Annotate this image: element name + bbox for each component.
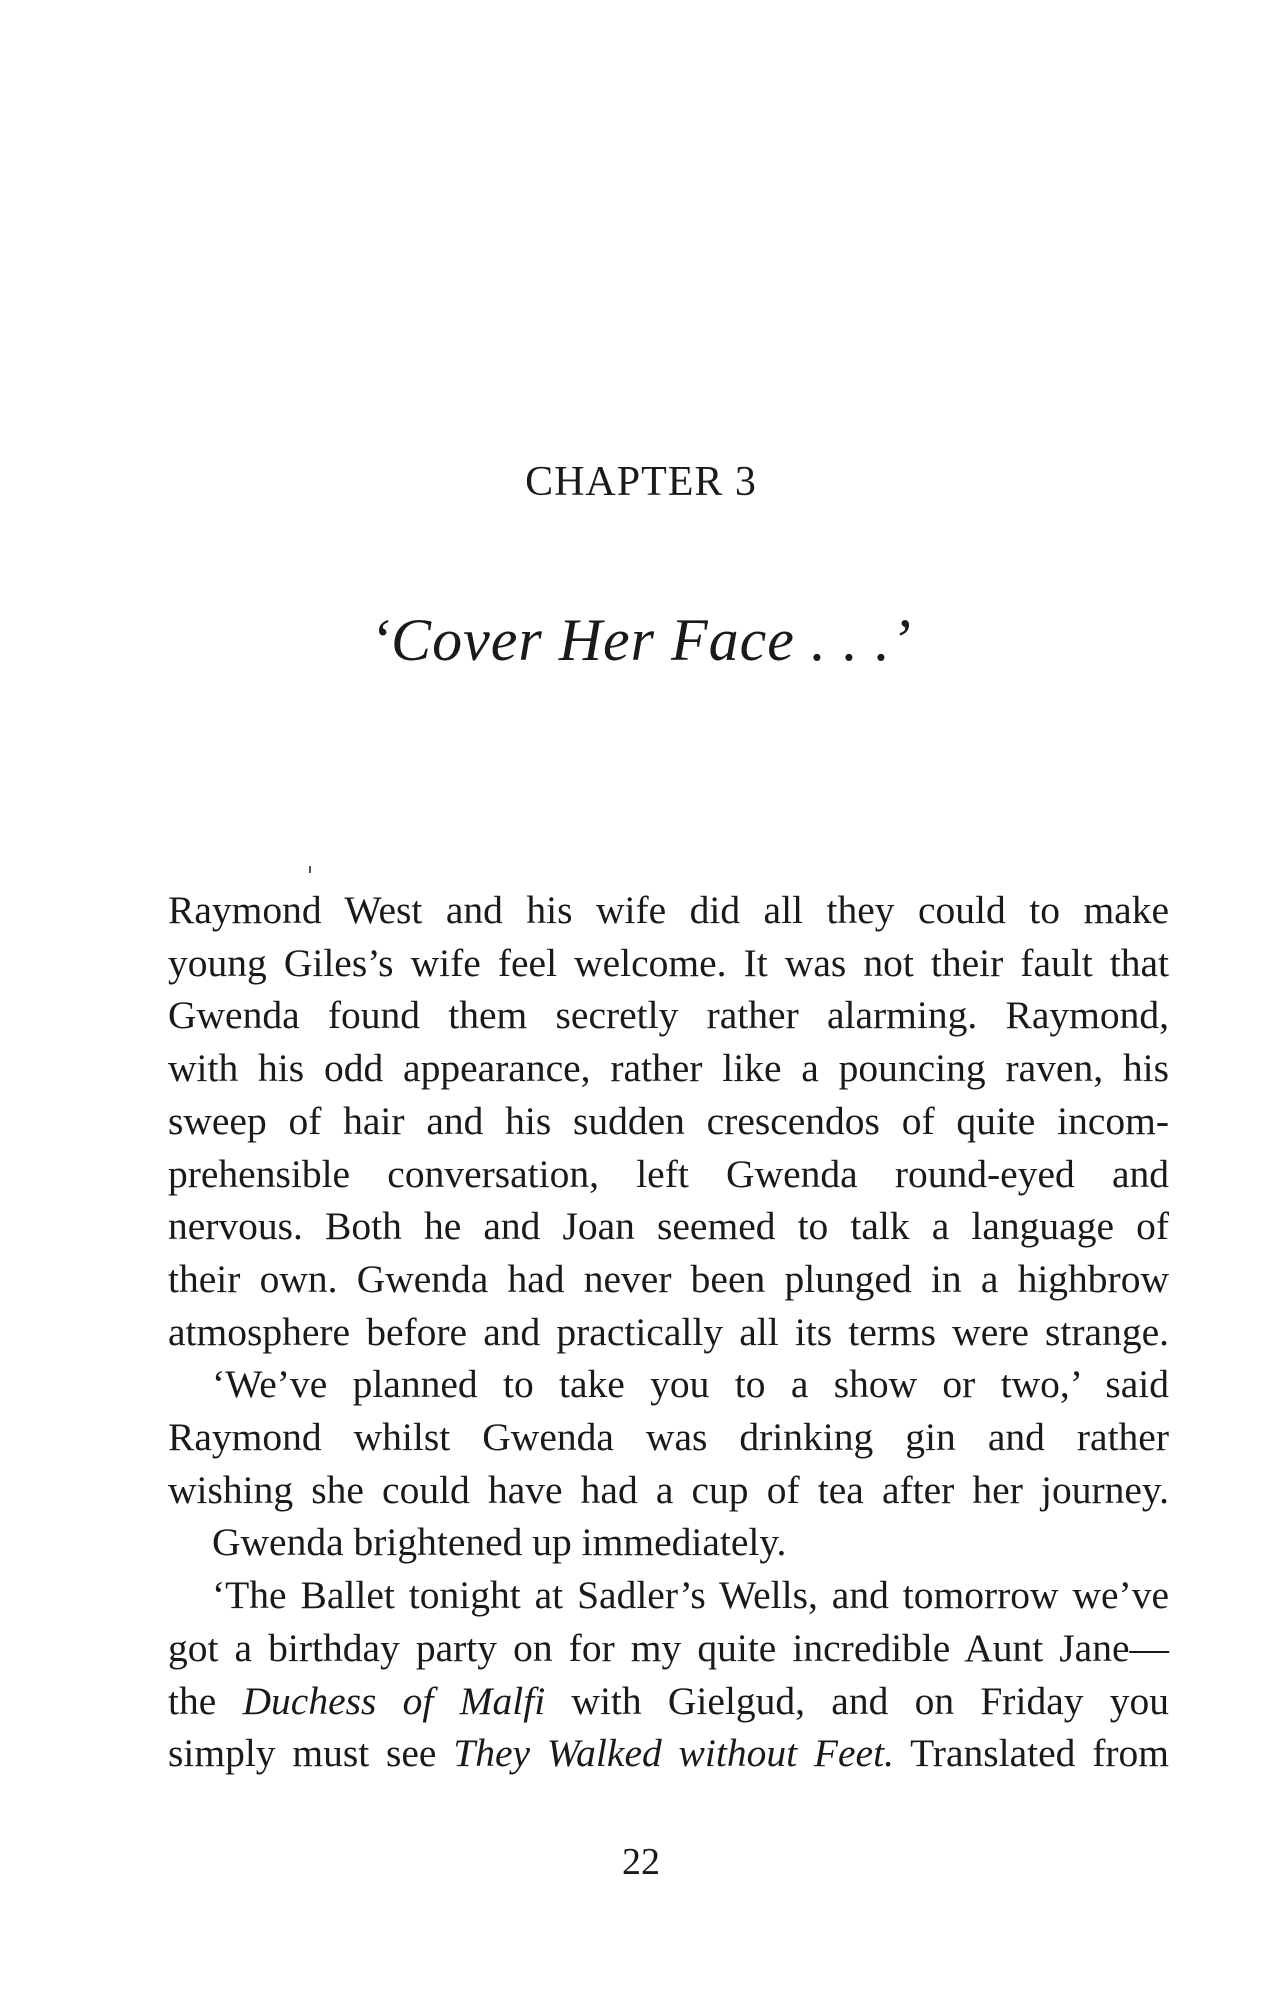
body-text [168, 884, 1169, 1780]
paragraph-4-line-3-pre: the [168, 1678, 243, 1723]
paragraph-2-line-1: ‘We’ve planned to take you to a show or two,’ said [212, 1362, 1169, 1407]
paragraph-4-line-1: ‘The Ballet tonight at Sadler’s Wells, and tomorrow we’ve [212, 1573, 1169, 1618]
print-speck [309, 866, 311, 873]
paragraph-3-line-1: Gwenda brightened up immediately. [212, 1520, 787, 1565]
paragraph-4-line-4-pre: simply must see [168, 1731, 454, 1776]
paragraph-4-line-2: got a birthday party on for my quite incredible Aunt Jane— [168, 1625, 1169, 1670]
paragraph-1-line-7: nervous. Both he and Joan seemed to talk a language of [168, 1204, 1169, 1249]
play-title-duchess-of-malfi: Duchess of Malfi [242, 1678, 546, 1723]
paragraph-1-line-9: atmosphere before and practically all its terms were strange. [168, 1309, 1169, 1354]
paragraph-4-line-3-post: with Gielgud, and on Friday you [545, 1678, 1169, 1723]
chapter-label: CHAPTER 3 [525, 459, 757, 505]
paragraph-2-line-3: wishing she could have had a cup of tea after her journey. [168, 1467, 1169, 1512]
play-title-they-walked-without-feet: They Walked without Feet. [453, 1731, 894, 1776]
paragraph-1-line-4: with his odd appearance, rather like a pouncing raven, his [168, 1046, 1169, 1091]
paragraph-2-line-2: Raymond whilst Gwenda was drinking gin and rather [168, 1415, 1169, 1460]
paragraph-4-line-3 [168, 1675, 1169, 1728]
page-number: 22 [622, 1841, 660, 1883]
paragraph-1-line-2: young Giles’s wife feel welcome. It was not their fault that [168, 940, 1169, 985]
paragraph-1-line-8: their own. Gwenda had never been plunged in a highbrow [168, 1256, 1169, 1301]
paragraph-4-line-4-post: Translated from [893, 1731, 1169, 1776]
paragraph-1-line-1: Raymond West and his wife did all they could to make [168, 888, 1169, 932]
paragraph-4-line-4 [168, 1727, 1169, 1780]
paragraph-1-line-6: prehensible conversation, left Gwenda round-eyed and [168, 1151, 1169, 1196]
paragraph-1-line-5: sweep of hair and his sudden crescendos of quite incom- [168, 1098, 1169, 1143]
chapter-title: ‘Cover Her Face . . .’ [370, 607, 912, 673]
paragraph-1-line-3: Gwenda found them secretly rather alarming. Raymond, [168, 993, 1169, 1038]
